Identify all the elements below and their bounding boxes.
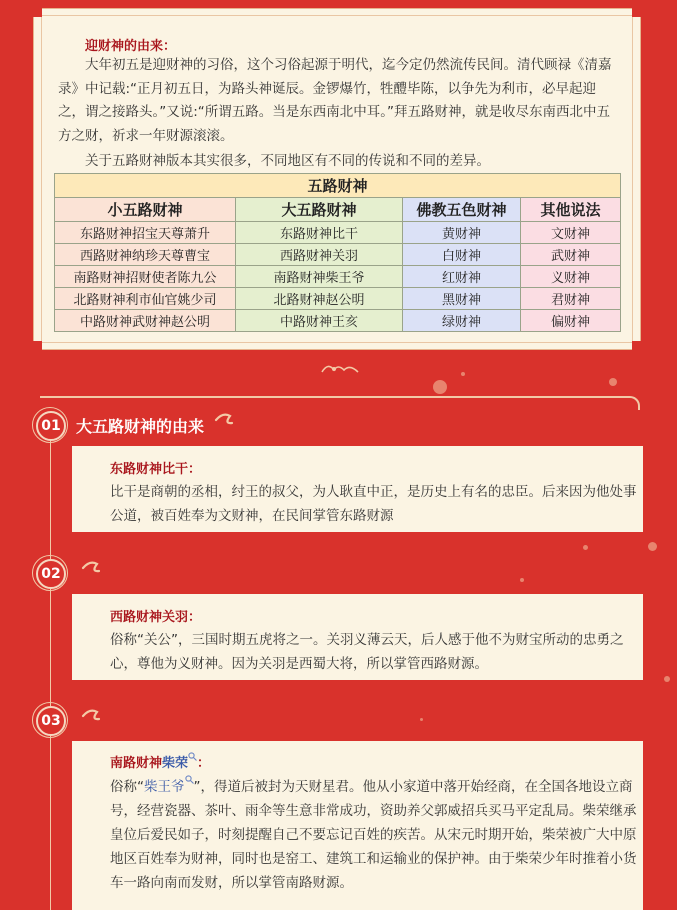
- table-cell: 中路财神武财神赵公明: [55, 310, 236, 332]
- table-cell: 东路财神比干: [236, 222, 403, 244]
- swirl-icon: [80, 558, 102, 574]
- card-heading: [110, 752, 210, 771]
- table-header-row: [55, 198, 621, 222]
- card-heading: 西路财神关羽：: [110, 610, 202, 625]
- section-number-badge: 02: [36, 559, 66, 589]
- table-title: 五路财神: [55, 174, 621, 198]
- section-title: 大五路财神的由来: [76, 417, 205, 436]
- table-cell: 中路财神王亥: [236, 310, 403, 332]
- table-header: 其他说法: [521, 198, 621, 222]
- table-cell: 武财神: [521, 244, 621, 266]
- table-header: 大五路财神: [236, 198, 403, 222]
- table-title-row: [55, 174, 621, 198]
- table-cell: 文财神: [521, 222, 621, 244]
- card-heading: 东路财神比干：: [110, 462, 202, 477]
- table-cell: 西路财神纳珍天尊曹宝: [55, 244, 236, 266]
- section-number-badge: 03: [36, 706, 66, 736]
- intro-heading: 迎财神的由来：: [85, 39, 177, 54]
- table-cell: 义财神: [521, 266, 621, 288]
- table-row: [55, 288, 621, 310]
- table-cell: 西路财神关羽: [236, 244, 403, 266]
- table-row: [55, 244, 621, 266]
- table-cell: 红财神: [403, 266, 521, 288]
- table-cell: 偏财神: [521, 310, 621, 332]
- table-cell: 北路财神利市仙官姚少司: [55, 288, 236, 310]
- table-cell: 东路财神招宝天尊萧升: [55, 222, 236, 244]
- table-cell: 黄财神: [403, 222, 521, 244]
- heading-prefix: 南路财神: [110, 756, 163, 771]
- table-cell: 绿财神: [403, 310, 521, 332]
- table-cell: 君财神: [521, 288, 621, 310]
- corner-decoration: [632, 8, 641, 17]
- swirl-icon: [80, 706, 102, 722]
- search-icon: [188, 752, 197, 761]
- keyword-link[interactable]: [144, 779, 194, 795]
- five-gods-table: [54, 173, 621, 332]
- table-header: 小五路财神: [55, 198, 236, 222]
- intro-paragraph: 关于五路财神版本其实很多，不同地区有不同的传说和不同的差异。: [85, 153, 490, 169]
- heading-suffix: ：: [197, 756, 211, 771]
- timeline-line: [50, 436, 51, 910]
- section-frame: [40, 396, 640, 410]
- table-cell: 北路财神赵公明: [236, 288, 403, 310]
- card-text: 比干是商朝的丞相，纣王的叔父，为人耿直中正，是历史上有名的忠臣。后来因为他处事公道，被百姓奉为文财神，在民间掌管东路财源: [110, 484, 637, 524]
- table-cell: 南路财神柴王爷: [236, 266, 403, 288]
- text-rest: ”，得道后被封为天财星君。他从小家道中落开始经商，在全国各地设立商号，经营瓷器、茶叶、雨伞等生意非常成功，资助养父郭威招兵买马平定乱局。柴荣继承皇位后爱民如子，时刻提醒自己不要忘记百姓的疾苦。从宋元时期开始，柴荣被广大中原地区百姓奉为财神，同时也是窑工、建筑工和运输业的保护神。由于柴荣少年时推着小货车一路向南而发财，所以掌管南路财源。: [110, 779, 637, 891]
- card-text: 俗称“关公”，三国时期五虎将之一。关羽义薄云天，后人感于他不为财宝所动的忠勇之心，尊他为义财神。因为关羽是西蜀大将，所以掌管西路财源。: [110, 632, 624, 672]
- cloud-ornament-icon: [320, 360, 360, 376]
- corner-decoration: [632, 341, 641, 350]
- text-prefix: 俗称“: [110, 779, 144, 795]
- swirl-icon: [213, 410, 235, 426]
- intro-paragraph: 大年初五是迎财神的习俗，这个习俗起源于明代，迄今定仍然流传民间。清代顾禄《清嘉录》中记载:“正月初五日，为路头神诞辰。金锣爆竹，牲醴毕陈，以争先为利市，必早起迎之，谓之接路头。”又说:“所谓五路。当是东西南北中耳。”拜五路财神，就是收尽东南西北中五方之财，祈求一年财源滚滚。: [58, 57, 612, 144]
- table-cell: 白财神: [403, 244, 521, 266]
- table-row: [55, 310, 621, 332]
- keyword-text: 柴王爷: [144, 779, 185, 795]
- table-cell: 南路财神招财使者陈九公: [55, 266, 236, 288]
- table-cell: 黑财神: [403, 288, 521, 310]
- keyword-link[interactable]: [162, 756, 197, 771]
- corner-decoration: [33, 8, 42, 17]
- search-icon: [185, 775, 194, 784]
- table-header: 佛教五色财神: [403, 198, 521, 222]
- corner-decoration: [33, 341, 42, 350]
- keyword-text: 柴荣: [162, 756, 189, 771]
- table-row: [55, 266, 621, 288]
- section-number-badge: 01: [36, 411, 66, 441]
- card-text: [110, 775, 638, 895]
- table-row: [55, 222, 621, 244]
